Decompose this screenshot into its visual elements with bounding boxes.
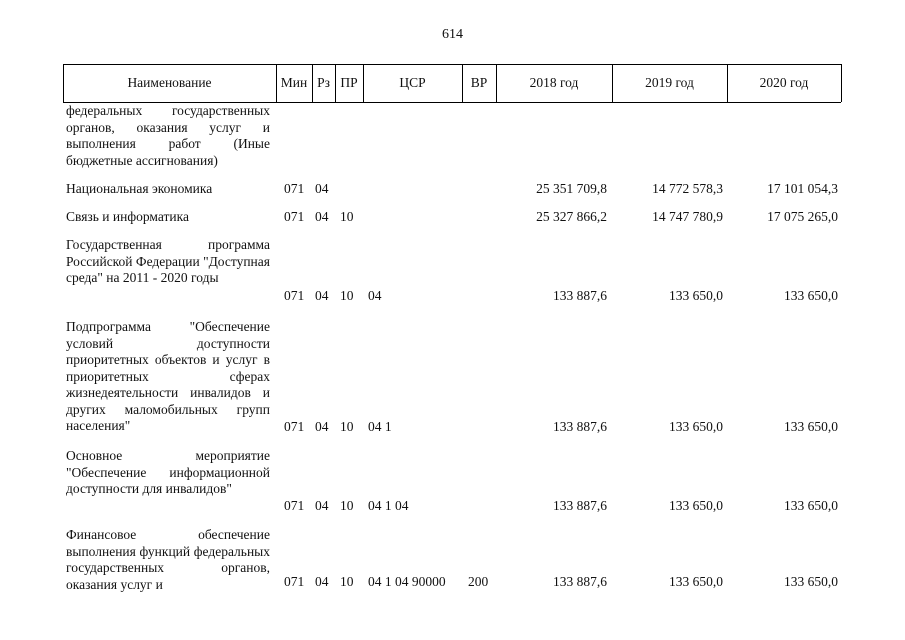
row-pr: 10 [340,574,354,589]
row-rz: 04 [315,419,329,434]
row-name: Финансовое обеспечение выполнения функций федеральных государственных органов, оказания услуг и [66,527,270,592]
row-rz: 04 [315,288,329,303]
row-2020: 133 650,0 [784,288,838,303]
row-pr: 10 [340,288,354,303]
column-header-vr: ВР [470,74,488,90]
row-2018: 25 351 709,8 [536,181,607,196]
row-csr: 04 [368,288,382,303]
row-2018: 133 887,6 [553,419,607,434]
column-header-2019: 2019 год [645,74,694,90]
header-divider [841,64,842,102]
row-2018: 25 327 866,2 [536,209,607,224]
column-header-min: Мин [280,74,308,90]
row-name: федеральных государственных органов, оказания услуг и выполнения работ (Иные бюджетные ассигнования) [66,103,270,168]
row-rz: 04 [315,209,329,224]
row-rz: 04 [315,574,329,589]
row-2019: 133 650,0 [669,574,723,589]
row-min: 071 [284,288,305,303]
row-2019: 133 650,0 [669,419,723,434]
row-2018: 133 887,6 [553,288,607,303]
row-2019: 133 650,0 [669,288,723,303]
row-2020: 133 650,0 [784,498,838,513]
row-name: Подпрограмма "Обеспечение условий доступности приоритетных объектов и услуг в приоритетных сферах жизнедеятельности инвалидов и других маломобильных групп населения" [66,319,270,433]
row-name: Основное мероприятие "Обеспечение информационной доступности для инвалидов" [66,448,270,496]
column-header-2018: 2018 год [529,74,579,90]
row-2020: 17 075 265,0 [767,209,838,224]
row-min: 071 [284,419,305,434]
row-min: 071 [284,181,305,196]
row-2018: 133 887,6 [553,498,607,513]
row-min: 071 [284,574,305,589]
column-header-csr: ЦСР [399,74,426,90]
row-2020: 133 650,0 [784,574,838,589]
row-2018: 133 887,6 [553,574,607,589]
row-name: Национальная экономика [66,181,213,196]
row-rz: 04 [315,498,329,513]
row-2020: 17 101 054,3 [767,181,838,196]
column-header-2020: 2020 год [759,74,809,90]
row-min: 071 [284,498,305,513]
row-2019: 14 747 780,9 [652,209,723,224]
column-header-rz: Рз [317,74,330,90]
page-number: 614 [442,27,463,42]
row-2019: 14 772 578,3 [652,181,723,196]
column-header-pr: ПР [340,74,358,90]
row-rz: 04 [315,181,329,196]
row-2019: 133 650,0 [669,498,723,513]
row-pr: 10 [340,498,354,513]
row-vr: 200 [468,574,489,589]
row-csr: 04 1 04 90000 [368,574,446,589]
row-pr: 10 [340,419,354,434]
row-name: Связь и информатика [66,209,189,224]
row-min: 071 [284,209,305,224]
row-pr: 10 [340,209,354,224]
column-header-name: Наименование [127,74,212,90]
row-csr: 04 1 04 [368,498,409,513]
row-name: Государственная программа Российской Федерации "Доступная среда" на 2011 - 2020 годы [66,237,270,285]
row-csr: 04 1 [368,419,392,434]
row-2020: 133 650,0 [784,419,838,434]
